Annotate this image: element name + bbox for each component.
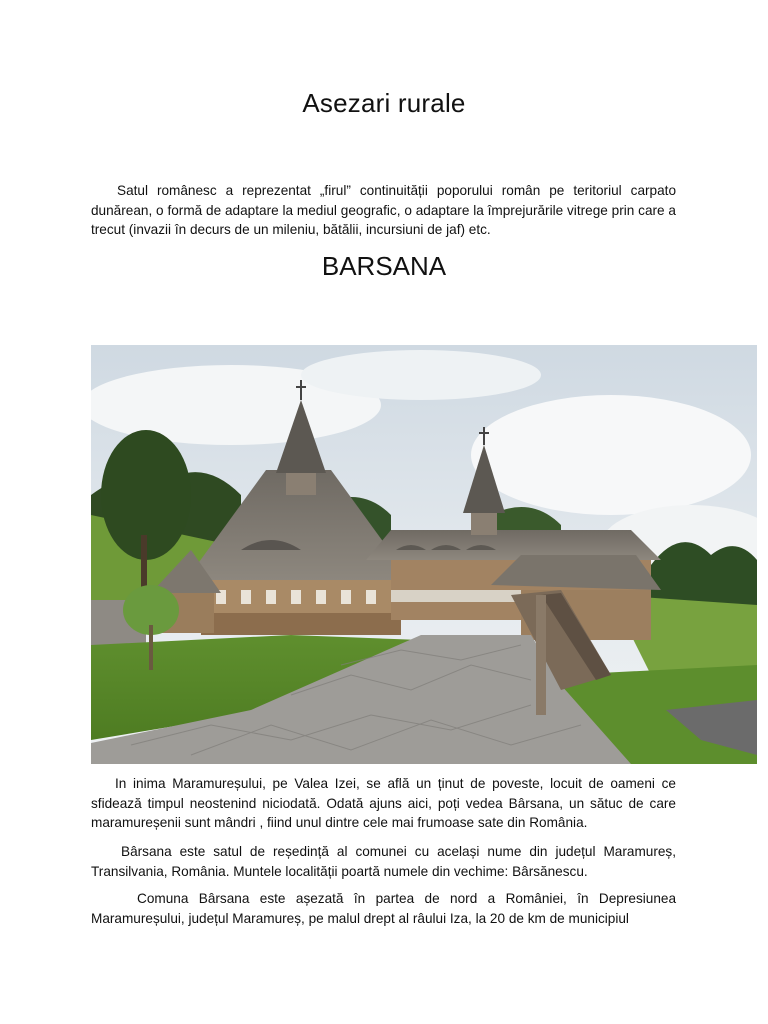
intro-paragraph: Satul românesc a reprezentat „firul” continuității poporului român pe teritoriul carpato dunărean, o formă de adaptare la mediul geografic, o adaptare la împrejurările vitrege prin care a trecut (invazii în decurs de un mileniu, bătălii, incursiuni de jaf) etc. (91, 183, 676, 237)
section-heading: BARSANA (321, 251, 447, 281)
paragraph-1: In inima Maramureșului, pe Valea Izei, se află un ținut de poveste, locuit de oameni ce sfidează timpul neostenind niciodată. Odată ajuns aici, poți vedea Bârsana, un sătuc de care maramureșenii sunt mândri , fiind unul dintre cele mai frumoase sate din România. (91, 776, 676, 830)
page-title: Asezari rurale (302, 88, 466, 118)
monastery-photo (91, 345, 757, 764)
paragraph-3: Comuna Bârsana este așezată în partea de nord a României, în Depresiunea Maramureșului, județul Maramureș, pe malul drept al râului Iza, la 20 de km de municipiul (91, 891, 676, 926)
paragraph-2: Bârsana este satul de reședință al comunei cu același nume din județul Maramureș, Transilvania, România. Muntele localității poartă numele din vechime: Bârsănescu. (91, 844, 676, 879)
